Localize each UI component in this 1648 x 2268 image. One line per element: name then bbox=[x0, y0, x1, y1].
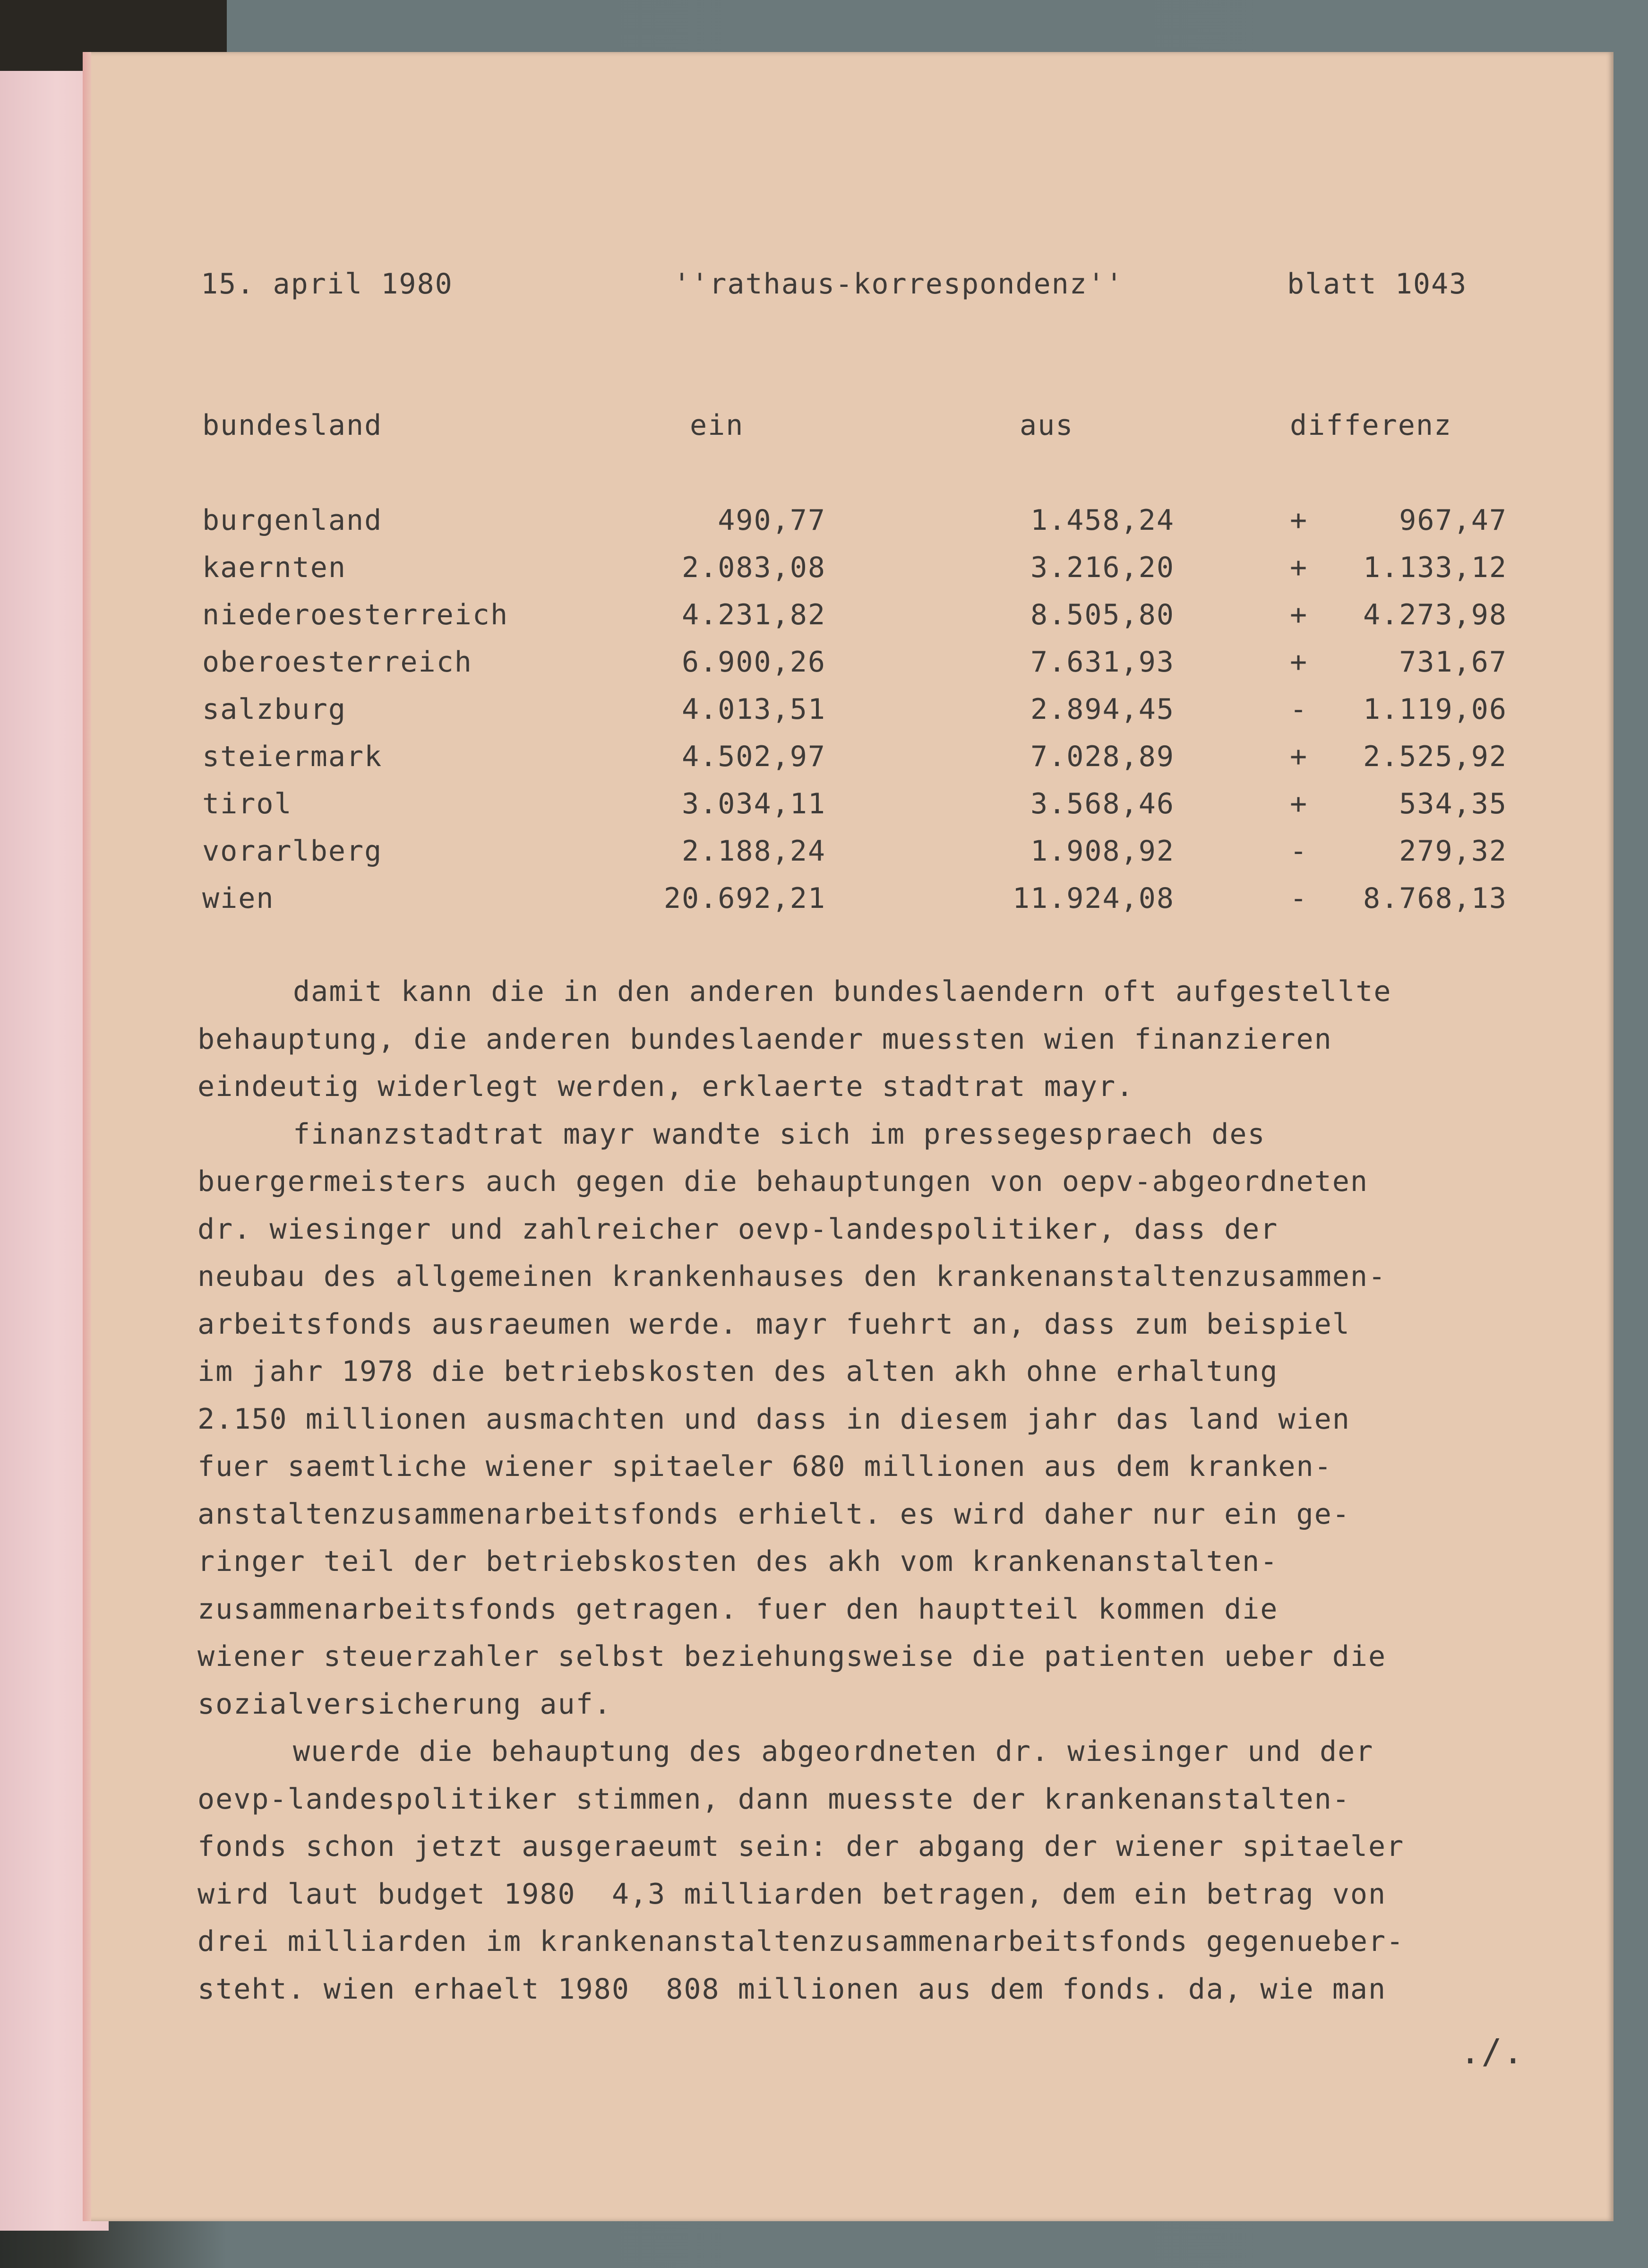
cell-land: wien bbox=[202, 882, 275, 915]
continuation-mark: ./. bbox=[1460, 2032, 1525, 2071]
cell-aus: 1.908,92 bbox=[1030, 835, 1175, 868]
text-line: anstaltenzusammenarbeitsfonds erhielt. es wird daher nur ein ge- bbox=[197, 1497, 1350, 1531]
cell-diff: 731,67 bbox=[1399, 646, 1507, 679]
table-row bbox=[0, 884, 1648, 917]
text-line: behauptung, die anderen bundeslaender muessten wien finanzieren bbox=[197, 1022, 1332, 1056]
text-line: drei milliarden im krankenanstaltenzusammenarbeitsfonds gegenueber- bbox=[197, 1925, 1405, 1958]
cell-ein: 2.083,08 bbox=[682, 551, 826, 584]
text-line: im jahr 1978 die betriebskosten des alten akh ohne erhaltung bbox=[197, 1355, 1279, 1388]
text-line: eindeutig widerlegt werden, erklaerte stadtrat mayr. bbox=[197, 1070, 1134, 1103]
cell-diff: 534,35 bbox=[1399, 787, 1507, 820]
cell-land: vorarlberg bbox=[202, 835, 383, 868]
text-line: wuerde die behauptung des abgeordneten dr. wiesinger und der bbox=[293, 1735, 1374, 1768]
cell-land: burgenland bbox=[202, 504, 383, 537]
cell-sign: - bbox=[1290, 693, 1308, 726]
header-title: ''rathaus-korrespondenz'' bbox=[673, 267, 1124, 301]
cell-ein: 490,77 bbox=[718, 504, 826, 537]
cell-ein: 2.188,24 bbox=[682, 835, 826, 868]
cell-sign: + bbox=[1290, 646, 1308, 679]
cell-sign: + bbox=[1290, 504, 1308, 537]
text-line: arbeitsfonds ausraeumen werde. mayr fuehrt an, dass zum beispiel bbox=[197, 1307, 1350, 1341]
cell-aus: 8.505,80 bbox=[1030, 598, 1175, 631]
cell-sign: + bbox=[1290, 551, 1308, 584]
page-left-edge bbox=[83, 52, 91, 2221]
text-line: sozialversicherung auf. bbox=[197, 1687, 612, 1721]
text-line: steht. wien erhaelt 1980 808 millionen aus dem fonds. da, wie man bbox=[197, 1972, 1387, 2006]
cell-ein: 4.231,82 bbox=[682, 598, 826, 631]
cell-sign: + bbox=[1290, 598, 1308, 631]
cell-aus: 11.924,08 bbox=[1012, 882, 1175, 915]
cell-aus: 7.028,89 bbox=[1030, 740, 1175, 773]
table-row bbox=[0, 837, 1648, 870]
text-line: neubau des allgemeinen krankenhauses den krankenanstaltenzusammen- bbox=[197, 1260, 1387, 1293]
cell-diff: 967,47 bbox=[1399, 504, 1507, 537]
table-row bbox=[0, 695, 1648, 728]
text-line: wiener steuerzahler selbst beziehungsweise die patienten ueber die bbox=[197, 1640, 1387, 1673]
table-row bbox=[0, 506, 1648, 539]
table-row bbox=[0, 787, 1648, 823]
table-row bbox=[0, 598, 1648, 634]
body-text bbox=[197, 977, 1520, 2022]
cell-diff: 279,32 bbox=[1399, 835, 1507, 868]
cell-land: tirol bbox=[202, 787, 292, 820]
cell-aus: 3.568,46 bbox=[1030, 787, 1175, 820]
cell-ein: 3.034,11 bbox=[682, 787, 826, 820]
cell-sign: - bbox=[1290, 882, 1308, 915]
text-line: zusammenarbeitsfonds getragen. fuer den hauptteil kommen die bbox=[197, 1592, 1279, 1626]
cell-sign: + bbox=[1290, 740, 1308, 773]
cell-sign: - bbox=[1290, 835, 1308, 868]
column-header-ein: ein bbox=[690, 409, 744, 442]
text-line: 2.150 millionen ausmachten und dass in diesem jahr das land wien bbox=[197, 1402, 1350, 1436]
cell-land: salzburg bbox=[202, 693, 346, 726]
text-line: fonds schon jetzt ausgeraeumt sein: der abgang der wiener spitaeler bbox=[197, 1830, 1405, 1863]
header-sheet-number: blatt 1043 bbox=[1287, 267, 1468, 301]
cell-aus: 7.631,93 bbox=[1030, 646, 1175, 679]
cell-ein: 4.013,51 bbox=[682, 693, 826, 726]
cell-aus: 2.894,45 bbox=[1030, 693, 1175, 726]
cell-land: steiermark bbox=[202, 740, 383, 773]
text-line: fuer saemtliche wiener spitaeler 680 millionen aus dem kranken- bbox=[197, 1450, 1332, 1483]
cell-aus: 1.458,24 bbox=[1030, 504, 1175, 537]
text-line: ringer teil der betriebskosten des akh vom krankenanstalten- bbox=[197, 1545, 1279, 1578]
cell-sign: + bbox=[1290, 787, 1308, 820]
cell-land: oberoesterreich bbox=[202, 646, 472, 679]
text-line: finanzstadtrat mayr wandte sich im pressegespraech des bbox=[293, 1117, 1266, 1151]
cell-diff: 4.273,98 bbox=[1363, 598, 1507, 631]
cell-ein: 6.900,26 bbox=[682, 646, 826, 679]
cell-diff: 2.525,92 bbox=[1363, 740, 1507, 773]
cell-ein: 4.502,97 bbox=[682, 740, 826, 773]
text-line: damit kann die in den anderen bundeslaendern oft aufgestellte bbox=[293, 975, 1392, 1008]
text-line: dr. wiesinger und zahlreicher oevp-landespolitiker, dass der bbox=[197, 1212, 1279, 1246]
column-header-differenz: differenz bbox=[1290, 409, 1452, 442]
text-line: oevp-landespolitiker stimmen, dann muesste der krankenanstalten- bbox=[197, 1782, 1350, 1816]
cell-diff: 1.133,12 bbox=[1363, 551, 1507, 584]
text-line: wird laut budget 1980 4,3 milliarden betragen, dem ein betrag von bbox=[197, 1877, 1387, 1911]
cell-diff: 1.119,06 bbox=[1363, 693, 1507, 726]
header-date: 15. april 1980 bbox=[201, 267, 453, 301]
table-row bbox=[0, 742, 1648, 776]
cell-ein: 20.692,21 bbox=[663, 882, 826, 915]
table-row bbox=[0, 648, 1648, 681]
column-header-bundesland: bundesland bbox=[202, 409, 383, 442]
table-row bbox=[0, 553, 1648, 586]
cell-diff: 8.768,13 bbox=[1363, 882, 1507, 915]
cell-land: niederoesterreich bbox=[202, 598, 509, 631]
column-header-aus: aus bbox=[1020, 409, 1074, 442]
cell-land: kaernten bbox=[202, 551, 346, 584]
cell-aus: 3.216,20 bbox=[1030, 551, 1175, 584]
text-line: buergermeisters auch gegen die behauptungen von oepv-abgeordneten bbox=[197, 1165, 1368, 1198]
